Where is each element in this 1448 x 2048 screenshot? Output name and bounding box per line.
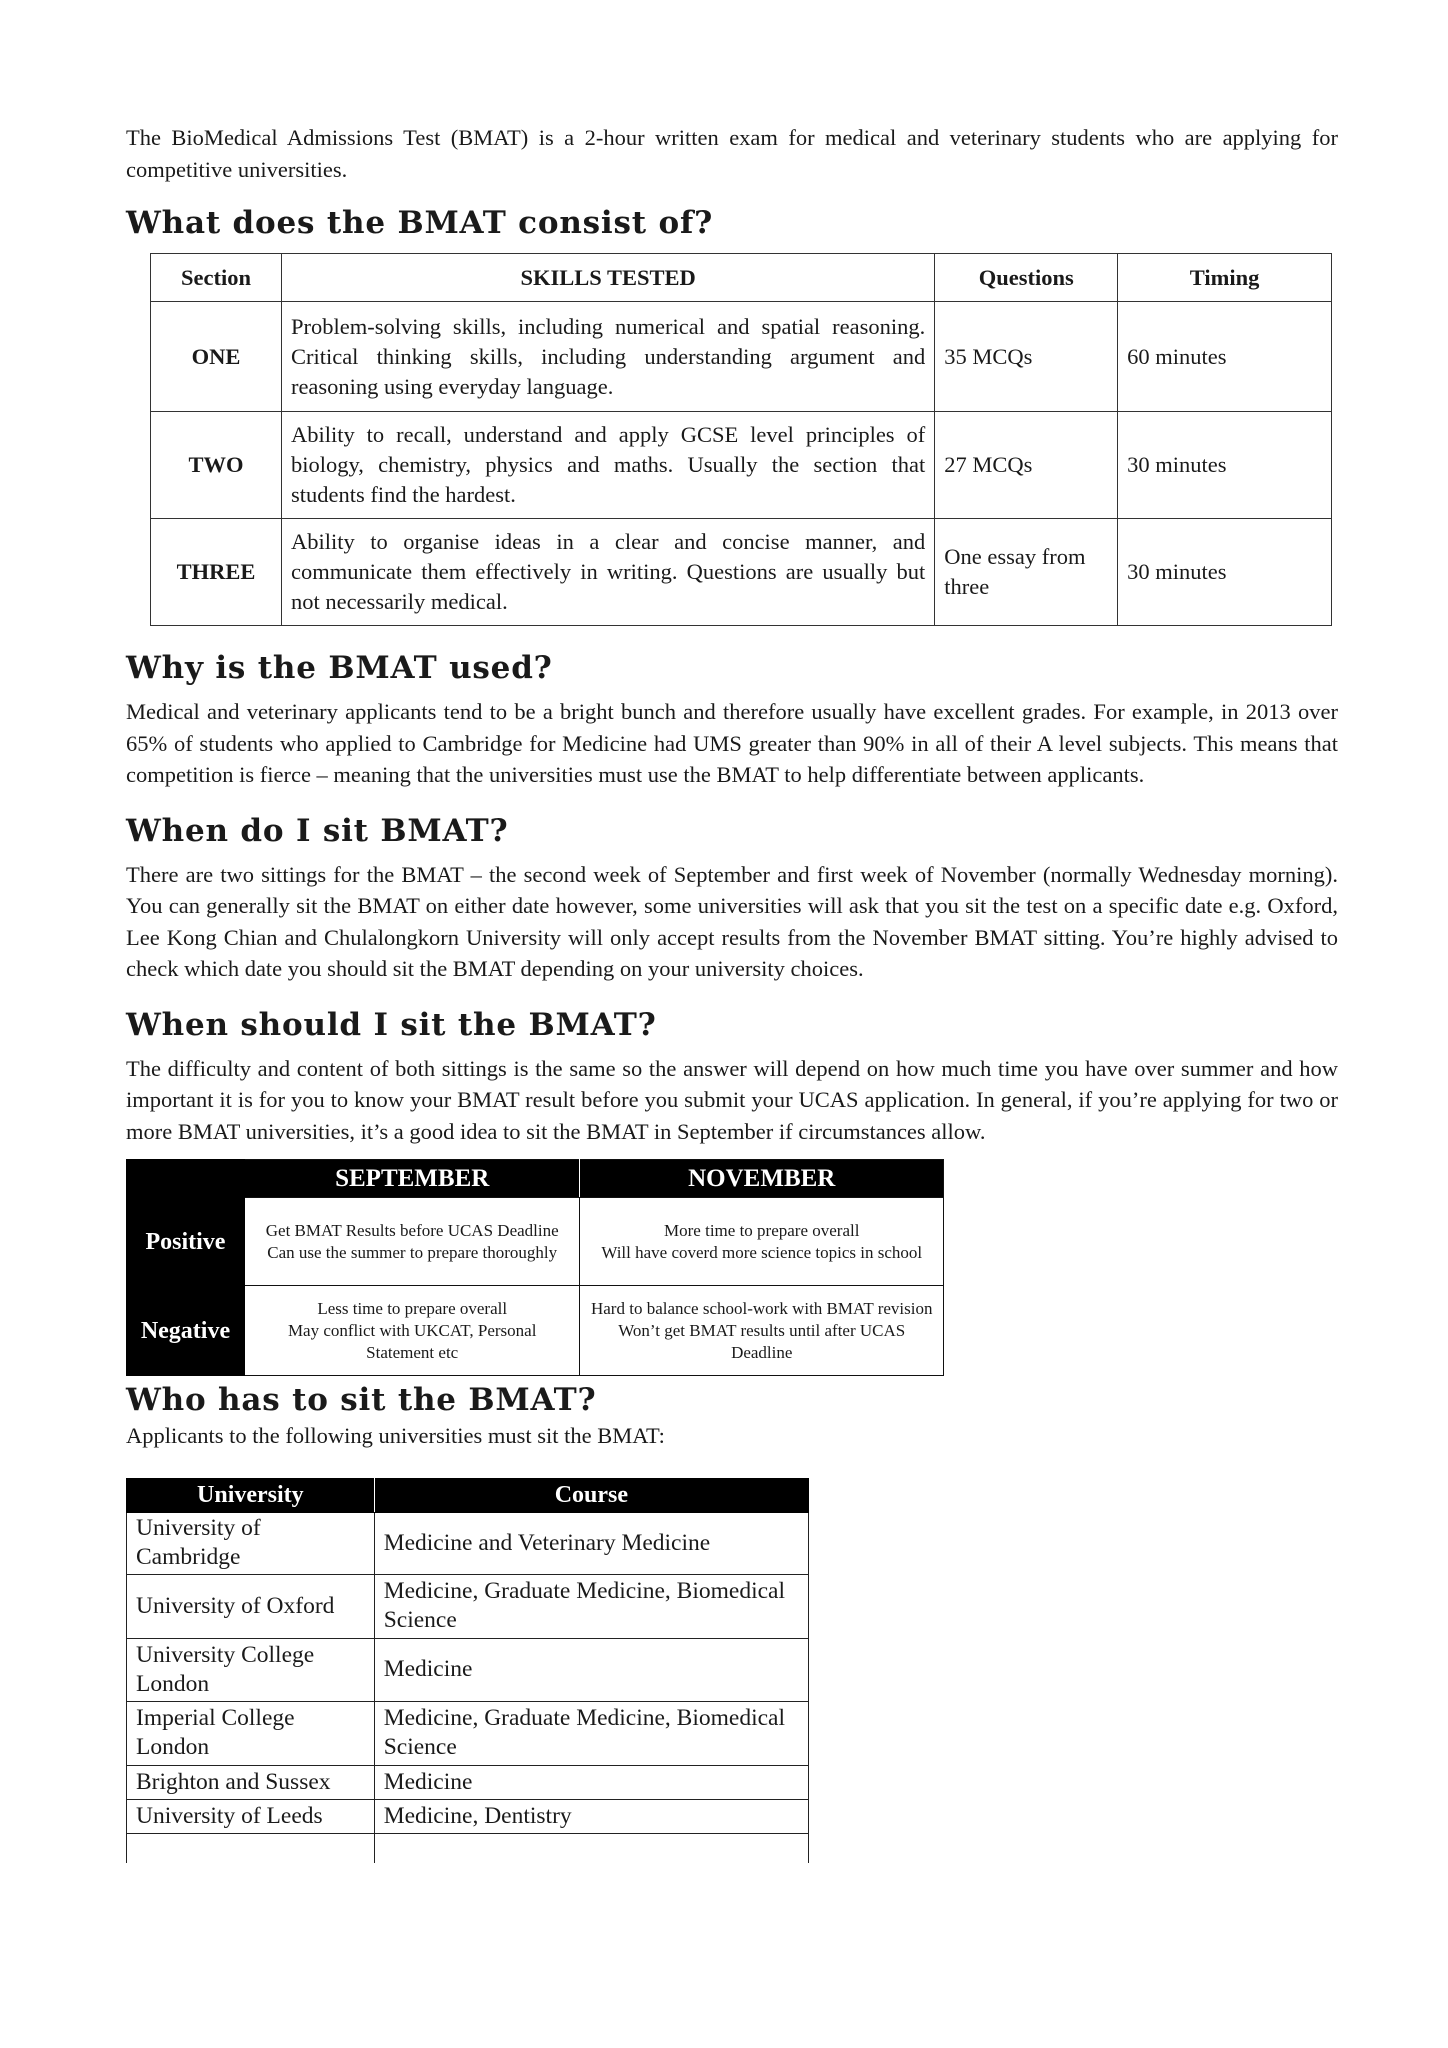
heading-consist: What does the BMAT consist of?: [126, 205, 714, 241]
comparison-header: [127, 1160, 944, 1198]
list-item: Less time to prepare overall: [317, 1298, 508, 1318]
section-skills: Problem-solving skills, including numerical and spatial reasoning. Critical thinking skills, including understanding argument and reasoning using everyday language.: [281, 302, 934, 412]
university-course: Medicine: [374, 1765, 808, 1799]
table-row: [151, 519, 1332, 626]
section-questions: 35 MCQs: [935, 302, 1118, 412]
sitting-comparison-table: [126, 1159, 944, 1376]
september-positive: [244, 1198, 580, 1286]
university-name: University of Oxford: [127, 1574, 375, 1638]
comparison-row-positive: [127, 1198, 944, 1286]
section-questions: 27 MCQs: [935, 412, 1118, 519]
university-course: Medicine and Veterinary Medicine: [374, 1512, 808, 1574]
col-header-timing: Timing: [1118, 254, 1332, 302]
list-item: May conflict with UKCAT, Personal Statement etc: [287, 1320, 537, 1362]
november-positive: [580, 1198, 944, 1286]
table-row: [151, 302, 1332, 412]
table-row: [127, 1701, 809, 1765]
table-row: [127, 1765, 809, 1799]
university-course: [374, 1833, 808, 1863]
list-item: Will have coverd more science topics in school: [601, 1242, 923, 1262]
list-item: Can use the summer to prepare thoroughly: [267, 1242, 558, 1262]
comparison-row-negative: [127, 1286, 944, 1376]
section-name: ONE: [151, 302, 282, 412]
should-paragraph: The difficulty and content of both sittings is the same so the answer will depend on how much time you have over summer and how important it is for you to know your BMAT result before you submit your UCAS application. In general, if you’re applying for two or more BMAT universities, it’s a good idea to sit the BMAT in September if circumstances allow.: [126, 1055, 1338, 1144]
university-name: Brighton and Sussex: [127, 1765, 375, 1799]
list-item: Hard to balance school-work with BMAT revision: [590, 1298, 933, 1318]
list-item: Won’t get BMAT results until after UCAS Deadline: [618, 1320, 906, 1362]
university-name: [127, 1833, 375, 1863]
row-label-positive: Positive: [127, 1198, 245, 1286]
why-paragraph: Medical and veterinary applicants tend to be a bright bunch and therefore usually have excellent grades. For example, in 2013 over 65% of students who applied to Cambridge for Medicine had UMS greater than 90% in all of their A level subjects. This means that competition is fierce – meaning that the universities must use the BMAT to help differentiate between applicants.: [126, 699, 1338, 787]
when-paragraph: There are two sittings for the BMAT – the second week of September and first week of November (normally Wednesday morning). You can generally sit the BMAT on either date however, some universities will ask that you sit the test on a specific date e.g. Oxford, Lee Kong Chian and Chulalongkorn University will only accept results from the November BMAT sitting. You’re highly advised to check which date you should sit the BMAT depending on your university choices.: [126, 861, 1338, 981]
section-skills: Ability to organise ideas in a clear and concise manner, and communicate them effectively in writing. Questions are usually but not necessarily medical.: [281, 519, 934, 626]
list-item: Get BMAT Results before UCAS Deadline: [265, 1220, 559, 1240]
november-negative: [580, 1286, 944, 1376]
universities-header: [127, 1478, 809, 1512]
col-header-skills: SKILLS TESTED: [281, 254, 934, 302]
university-name: University of Leeds: [127, 1799, 375, 1833]
university-name: Imperial College London: [127, 1701, 375, 1765]
table-row: [127, 1833, 809, 1863]
heading-should: When should I sit the BMAT?: [126, 1006, 657, 1043]
section-questions: One essay from three: [935, 519, 1118, 626]
intro-paragraph: The BioMedical Admissions Test (BMAT) is a 2-hour written exam for medical and veterinary students who are applying for competitive universities.: [126, 125, 1338, 182]
col-header-course: Course: [374, 1478, 808, 1512]
table-row: [127, 1512, 809, 1574]
col-header-questions: Questions: [935, 254, 1118, 302]
section-timing: 60 minutes: [1118, 302, 1332, 412]
col-header-section: Section: [151, 254, 282, 302]
sections-table: [150, 253, 1332, 626]
heading-when: When do I sit BMAT?: [126, 812, 509, 849]
university-course: Medicine, Graduate Medicine, Biomedical Science: [374, 1574, 808, 1638]
who-intro: Applicants to the following universities must sit the BMAT:: [126, 1423, 665, 1448]
comparison-corner: [127, 1160, 245, 1198]
section-timing: 30 minutes: [1118, 412, 1332, 519]
row-label-negative: Negative: [127, 1286, 245, 1376]
university-course: Medicine, Dentistry: [374, 1799, 808, 1833]
university-course: Medicine: [374, 1638, 808, 1701]
document-page: [126, 122, 1338, 1863]
university-name: University College London: [127, 1638, 375, 1701]
section-skills: Ability to recall, understand and apply GCSE level principles of biology, chemistry, physics and maths. Usually the section that students find the hardest.: [281, 412, 934, 519]
col-header-november: NOVEMBER: [580, 1160, 944, 1198]
university-course: Medicine, Graduate Medicine, Biomedical Science: [374, 1701, 808, 1765]
list-item: More time to prepare overall: [664, 1220, 860, 1240]
section-timing: 30 minutes: [1118, 519, 1332, 626]
university-name: University of Cambridge: [127, 1512, 375, 1574]
section-name: THREE: [151, 519, 282, 626]
table-row: [127, 1574, 809, 1638]
col-header-september: SEPTEMBER: [244, 1160, 580, 1198]
universities-table: [126, 1478, 809, 1864]
table-row: [127, 1638, 809, 1701]
table-row: [151, 412, 1332, 519]
heading-who: Who has to sit the BMAT?: [126, 1382, 597, 1418]
table-row: [127, 1799, 809, 1833]
col-header-university: University: [127, 1478, 375, 1512]
section-name: TWO: [151, 412, 282, 519]
heading-why: Why is the BMAT used?: [126, 650, 553, 686]
sections-table-header: [151, 254, 1332, 302]
september-negative: [244, 1286, 580, 1376]
